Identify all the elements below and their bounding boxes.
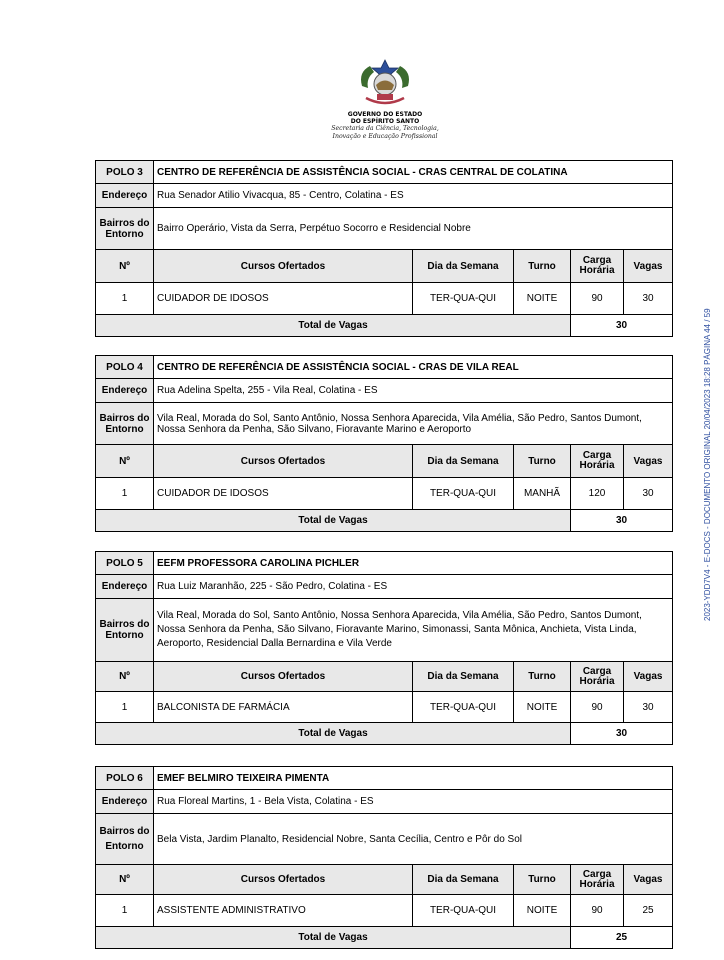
endereco-label: Endereço [96,379,154,403]
table-row [96,283,673,315]
endereco-label: Endereço [96,184,154,208]
col-carga-header: Carga Horária [571,662,624,692]
col-dia-header: Dia da Semana [413,250,514,283]
polo-table [95,551,673,745]
col-cursos-header: Cursos Ofertados [154,445,413,478]
col-dia-header: Dia da Semana [413,445,514,478]
curso-turno: MANHÃ [514,478,571,510]
total-label: Total de Vagas [96,510,571,532]
curso-carga: 90 [571,283,624,315]
curso-dia: TER-QUA-QUI [413,283,514,315]
col-dia-header: Dia da Semana [413,865,514,895]
bairros-label: Bairros do Entorno [96,208,154,250]
secretaria-line-2: Inovação e Educação Profissional [332,132,438,140]
col-vagas-header: Vagas [624,445,673,478]
curso-dia: TER-QUA-QUI [413,692,514,723]
polo-table [95,160,673,337]
polo-name: CENTRO DE REFERÊNCIA DE ASSISTÊNCIA SOCIAL - CRAS DE VILA REAL [154,356,673,379]
page-header [290,58,480,140]
bairros-value: Vila Real, Morada do Sol, Santo Antônio, Nossa Senhora Aparecida, Vila Amélia, São Pedro, Santos Dumont, Nossa Senhora da Penha, São Silvano, Fioravante Marino e Aeroporto [154,403,673,445]
curso-turno: NOITE [514,283,571,315]
polo-name: EEFM PROFESSORA CAROLINA PICHLER [154,552,673,575]
col-dia-header: Dia da Semana [413,662,514,692]
total-value: 30 [571,315,673,337]
col-carga-header: Carga Horária [571,865,624,895]
curso-carga: 90 [571,895,624,927]
table-row [96,895,673,927]
col-num-header: Nº [96,662,154,692]
curso-nome: BALCONISTA DE FARMÁCIA [154,692,413,723]
polo-table [95,766,673,949]
table-row [96,478,673,510]
polo-name: CENTRO DE REFERÊNCIA DE ASSISTÊNCIA SOCIAL - CRAS CENTRAL DE COLATINA [154,161,673,184]
total-label: Total de Vagas [96,723,571,745]
curso-nome: ASSISTENTE ADMINISTRATIVO [154,895,413,927]
endereco-label: Endereço [96,790,154,814]
curso-num: 1 [96,895,154,927]
col-turno-header: Turno [514,662,571,692]
col-cursos-header: Cursos Ofertados [154,865,413,895]
curso-num: 1 [96,692,154,723]
curso-nome: CUIDADOR DE IDOSOS [154,283,413,315]
total-value: 30 [571,723,673,745]
curso-nome: CUIDADOR DE IDOSOS [154,478,413,510]
col-cursos-header: Cursos Ofertados [154,250,413,283]
col-num-header: Nº [96,445,154,478]
curso-turno: NOITE [514,692,571,723]
endereco-label: Endereço [96,575,154,599]
curso-vagas: 30 [624,478,673,510]
endereco-value: Rua Floreal Martins, 1 - Bela Vista, Colatina - ES [154,790,673,814]
bairros-label: Bairros do Entorno [96,814,154,865]
total-value: 25 [571,927,673,949]
col-num-header: Nº [96,250,154,283]
curso-vagas: 30 [624,692,673,723]
polo-table [95,355,673,532]
col-turno-header: Turno [514,250,571,283]
curso-vagas: 25 [624,895,673,927]
col-vagas-header: Vagas [624,662,673,692]
curso-vagas: 30 [624,283,673,315]
bairros-value: Vila Real, Morada do Sol, Santo Antônio, Nossa Senhora Aparecida, Vila Amélia, São Pedro, Santos Dumont, Nossa Senhora da Penha, São Silvano, Fioravante Marino, Simonassi, Santa Mônica, Anchieta, Vista Linda, Aeroporto, Residencial Dalla Bernardina e Vila Verde [154,599,673,662]
table-row [96,692,673,723]
col-num-header: Nº [96,865,154,895]
total-label: Total de Vagas [96,927,571,949]
col-turno-header: Turno [514,445,571,478]
curso-carga: 120 [571,478,624,510]
polo-name: EMEF BELMIRO TEIXEIRA PIMENTA [154,767,673,790]
bairros-label: Bairros do Entorno [96,403,154,445]
endereco-value: Rua Senador Atilio Vivacqua, 85 - Centro, Colatina - ES [154,184,673,208]
curso-num: 1 [96,478,154,510]
curso-dia: TER-QUA-QUI [413,478,514,510]
bairros-value: Bairro Operário, Vista da Serra, Perpétuo Socorro e Residencial Nobre [154,208,673,250]
curso-num: 1 [96,283,154,315]
col-turno-header: Turno [514,865,571,895]
endereco-value: Rua Adelina Spelta, 255 - Vila Real, Colatina - ES [154,379,673,403]
curso-carga: 90 [571,692,624,723]
total-value: 30 [571,510,673,532]
curso-turno: NOITE [514,895,571,927]
polo-label: POLO 3 [96,161,154,184]
bairros-value: Bela Vista, Jardim Planalto, Residencial Nobre, Santa Cecília, Centro e Pôr do Sol [154,814,673,865]
document-side-stamp: 2023-YDD7V4 - E-DOCS - DOCUMENTO ORIGINAL 20/04/2023 18:28 PÁGINA 44 / 59 [703,308,712,622]
bairros-label: Bairros do Entorno [96,599,154,662]
col-carga-header: Carga Horária [571,250,624,283]
col-vagas-header: Vagas [624,250,673,283]
gov-line-1: GOVERNO DO ESTADO [347,111,423,118]
endereco-value: Rua Luiz Maranhão, 225 - São Pedro, Colatina - ES [154,575,673,599]
polo-label: POLO 6 [96,767,154,790]
total-label: Total de Vagas [96,315,571,337]
coat-of-arms-seal [356,58,414,108]
col-cursos-header: Cursos Ofertados [154,662,413,692]
secretaria-line-1: Secretaria da Ciência, Tecnologia, [331,125,439,132]
col-vagas-header: Vagas [624,865,673,895]
polo-label: POLO 4 [96,356,154,379]
polo-label: POLO 5 [96,552,154,575]
gov-line-2: DO ESPÍRITO SANTO [350,118,420,125]
col-carga-header: Carga Horária [571,445,624,478]
curso-dia: TER-QUA-QUI [413,895,514,927]
